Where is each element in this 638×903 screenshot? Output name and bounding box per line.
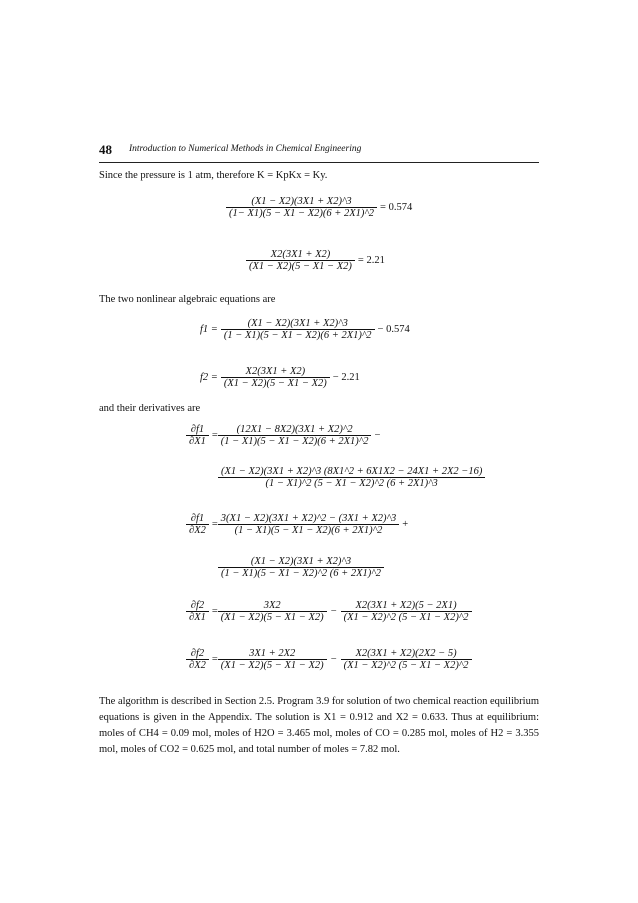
df1dx2-lhs-num: ∂f1 xyxy=(190,513,205,524)
f2-numerator: X2(3X1 + X2) xyxy=(245,366,306,377)
f2-denominator: (X1 − X2)(5 − X1 − X2) xyxy=(223,378,327,389)
derivative-df1-dx1: $\frac{\partial f1}{\partial X1}$ = $\frac{(12X1 - 8X2)(3X1 + X2)\^{}2}{(1 - X1)(5 - X1 - X2)(6 + 2X1)\^{}2}$ − xyxy=(186,424,380,447)
df2dx2-term2-den: (X1 − X2)^2 (5 − X1 − X2)^2 xyxy=(343,660,469,671)
df2dx1-term2-den: (X1 − X2)^2 (5 − X1 − X2)^2 xyxy=(343,612,469,623)
df1dx2-operator: + xyxy=(402,519,409,530)
eq1-numerator: (X1 − X2)(3X1 + X2)^3 xyxy=(251,196,352,207)
running-header xyxy=(99,140,539,163)
df1dx1-lhs-num: ∂f1 xyxy=(190,424,205,435)
eq1-denominator: (1− X1)(5 − X1 − X2)(6 + 2X1)^2 xyxy=(229,208,375,219)
conclusion-paragraph: The algorithm is described in Section 2.5. Program 3.9 for solution of two chemical reaction equilibrium equations is given in the Appendix. The solution is X1 = 0.912 and X2 = 0.633. Thus at equilibrium: moles of CH4 = 0.09 mol, moles of H2O = 3.465 mol, moles of CO = 0.285 mol, moles of H2 = 3.355 mol, moles of CO2 = 0.625 mol, and total number of moles = 7.82 mol. xyxy=(99,696,539,755)
df1dx1-term2-num: (X1 − X2)(3X1 + X2)^3 (8X1^2 + 6X1X2 − 24X1 + 2X2 −16) xyxy=(221,466,483,477)
df2dx2-term2-num: X2(3X1 + X2)(2X2 − 5) xyxy=(355,648,457,659)
df1dx1-term2-den: (1 − X1)^2 (5 − X1 − X2)^2 (6 + 2X1)^3 xyxy=(265,478,438,489)
f1-denominator: (1 − X1)(5 − X1 − X2)(6 + 2X1)^2 xyxy=(223,330,372,341)
f1-rhs: − 0.574 xyxy=(377,324,410,335)
function-f1 xyxy=(200,318,410,341)
f1-lhs: f1 = xyxy=(200,324,218,335)
f2-lhs: f2 = xyxy=(200,372,218,383)
df1dx2-lhs-den: ∂X2 xyxy=(189,525,206,536)
eq1-rhs: = 0.574 xyxy=(380,202,413,213)
equilibrium-equation-2 xyxy=(246,249,385,272)
df2dx2-lhs-den: ∂X2 xyxy=(189,660,206,671)
df1dx1-term1-num: (12X1 − 8X2)(3X1 + X2)^2 xyxy=(236,424,353,435)
df1dx1-term1-den: (1 − X1)(5 − X1 − X2)(6 + 2X1)^2 xyxy=(220,436,369,447)
df2dx2-operator: − xyxy=(330,654,337,665)
df2dx2-term1-den: (X1 − X2)(5 − X1 − X2) xyxy=(220,660,324,671)
f2-rhs: − 2.21 xyxy=(332,372,360,383)
equilibrium-equation-1 xyxy=(226,196,412,219)
derivative-df1-dx1-continued xyxy=(218,466,485,489)
df2dx1-lhs-den: ∂X1 xyxy=(189,612,206,623)
df2dx1-operator: − xyxy=(330,606,337,617)
df1dx2-term1-num: 3(X1 − X2)(3X1 + X2)^2 − (3X1 + X2)^3 xyxy=(220,513,397,524)
derivative-df1-dx2: $\frac{\partial f1}{\partial X2}$ = $\frac{3(X1 - X2)(3X1 + X2)\^{}2 - (3X1 + X2)\^{}3}{(1 - X1)(5 - X1 - X2)(6 + 2X1)\^{}2}$ + xyxy=(186,513,408,536)
df1dx2-term2-num: (X1 − X2)(3X1 + X2)^3 xyxy=(250,556,352,567)
df2dx2-term1-num: 3X1 + 2X2 xyxy=(249,648,296,659)
f1-numerator: (X1 − X2)(3X1 + X2)^3 xyxy=(247,318,348,329)
equations-intro-text: The two nonlinear algebraic equations are xyxy=(99,294,276,305)
derivative-df1-dx2-continued xyxy=(218,556,384,579)
df2dx1-term1-den: (X1 − X2)(5 − X1 − X2) xyxy=(220,612,324,623)
page-number: 48 xyxy=(99,142,112,157)
df2dx1-lhs-num: ∂f2 xyxy=(190,600,205,611)
df1dx1-lhs-den: ∂X1 xyxy=(189,436,206,447)
eq2-denominator: (X1 − X2)(5 − X1 − X2) xyxy=(249,261,352,272)
df2dx2-lhs-num: ∂f2 xyxy=(190,648,205,659)
eq2-numerator: X2(3X1 + X2) xyxy=(270,249,331,260)
df2dx1-term1-num: 3X2 xyxy=(263,600,281,611)
df2dx1-term2-num: X2(3X1 + X2)(5 − 2X1) xyxy=(355,600,457,611)
derivative-df2-dx1: $\frac{\partial f2}{\partial X1}$ = $\frac{3X2}{(X1 - X2)(5 - X1 - X2)}$ − $\frac{X2(3X1 + X2)(5 - 2X1)}{(X1 - X2)\^{}2 (5 - X1 - X2)\^{}2}$ xyxy=(186,600,472,623)
intro-text: Since the pressure is 1 atm, therefore K = KpKx = Ky. xyxy=(99,170,328,181)
function-f2 xyxy=(200,366,360,389)
eq2-rhs: = 2.21 xyxy=(357,255,385,266)
running-title: Introduction to Numerical Methods in Chemical Engineering xyxy=(129,144,362,154)
df1dx1-operator: − xyxy=(374,430,381,441)
df1dx2-term2-den: (1 − X1)(5 − X1 − X2)^2 (6 + 2X1)^2 xyxy=(221,568,381,579)
derivatives-intro-text: and their derivatives are xyxy=(99,403,201,414)
df1dx2-term1-den: (1 − X1)(5 − X1 − X2)(6 + 2X1)^2 xyxy=(234,525,383,536)
derivative-df2-dx2: $\frac{\partial f2}{\partial X2}$ = $\frac{3X1 + 2X2}{(X1 - X2)(5 - X1 - X2)}$ − $\frac{X2(3X1 + X2)(2X2 - 5)}{(X1 - X2)\^{}2 (5 - X1 - X2)\^{}2}$ xyxy=(186,648,472,671)
